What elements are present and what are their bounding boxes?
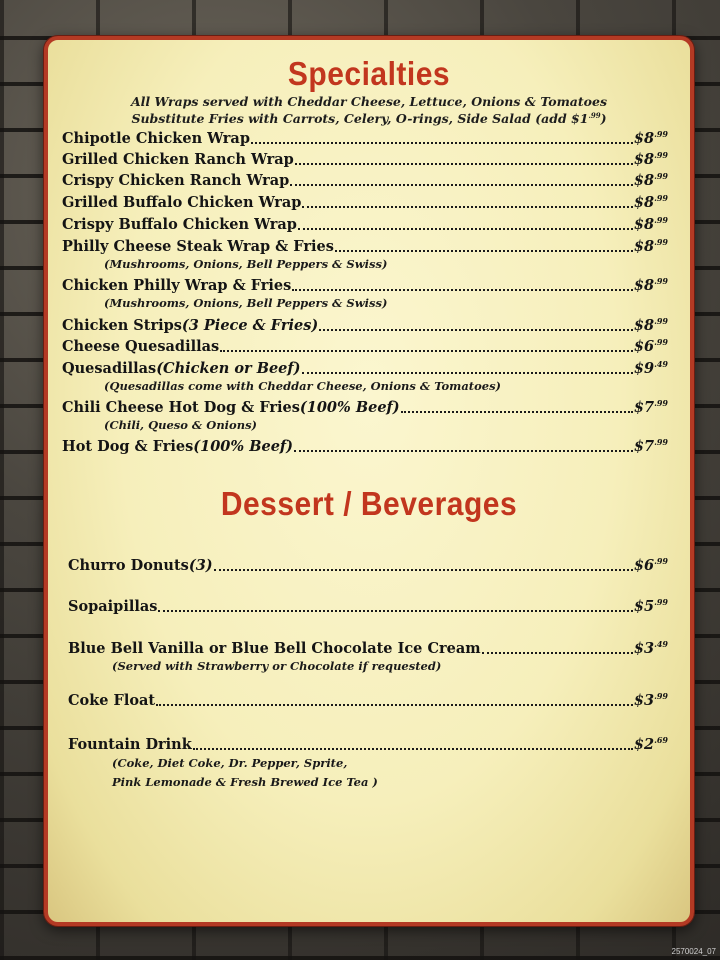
item-name: Quesadillas xyxy=(62,360,157,377)
menu-item xyxy=(62,359,668,379)
dot-leader xyxy=(158,610,632,612)
item-note: (Coke, Diet Coke, Dr. Pepper, Sprite, xyxy=(112,756,348,770)
desserts-title: Dessert / Beverages xyxy=(220,486,518,523)
menu-item xyxy=(62,150,668,170)
menu-item xyxy=(68,691,668,711)
item-name: Philly Cheese Steak Wrap & Fries xyxy=(62,238,334,255)
menu-panel xyxy=(44,36,694,926)
dot-leader xyxy=(401,411,633,413)
item-price: $\$8^{.99}$ xyxy=(633,237,668,255)
item-price: $\$8^{.99}$ xyxy=(633,276,668,294)
item-name: Churro Donuts xyxy=(68,557,189,574)
menu-item xyxy=(62,276,668,296)
item-name: Crispy Chicken Ranch Wrap xyxy=(62,172,290,189)
menu-item xyxy=(62,171,668,191)
item-price: $\$3^{.49}$ xyxy=(633,639,668,657)
dot-leader xyxy=(302,206,633,208)
menu-item xyxy=(68,735,668,755)
dot-leader xyxy=(251,142,633,144)
dot-leader xyxy=(214,569,633,571)
menu-item xyxy=(62,193,668,213)
item-price: $\$8^{.99}$ xyxy=(633,215,668,233)
dot-leader xyxy=(302,372,633,374)
menu-item xyxy=(62,237,668,257)
item-price: $\$6^{.99}$ xyxy=(633,556,668,574)
item-name: Chipotle Chicken Wrap xyxy=(62,130,250,147)
item-detail: (100% Beef) xyxy=(193,438,294,455)
menu-item xyxy=(68,556,668,576)
item-price: $\$7^{.99}$ xyxy=(633,437,668,455)
dot-leader xyxy=(294,450,633,452)
item-price: $\$6^{.99}$ xyxy=(633,337,668,355)
menu-item xyxy=(62,129,668,149)
menu-item xyxy=(62,437,668,457)
item-price: $\$8^{.99}$ xyxy=(633,171,668,189)
item-price: $\$9^{.49}$ xyxy=(633,359,668,377)
specialties-subtitle-1: All Wraps served with Cheddar Cheese, Lettuce, Onions & Tomatoes xyxy=(130,94,608,109)
item-price: $\$8^{.99}$ xyxy=(633,129,668,147)
item-note: (Mushrooms, Onions, Bell Peppers & Swiss) xyxy=(104,257,388,271)
item-name: Grilled Buffalo Chicken Wrap xyxy=(62,194,302,211)
item-name: Blue Bell Vanilla or Blue Bell Chocolate Ice Cream xyxy=(68,640,481,657)
menu-item xyxy=(68,639,668,659)
item-note: (Served with Strawberry or Chocolate if requested) xyxy=(112,659,442,673)
item-note: Pink Lemonade & Fresh Brewed Ice Tea ) xyxy=(112,775,378,789)
item-name: Coke Float xyxy=(68,692,156,709)
item-price: $\$5^{.99}$ xyxy=(633,597,668,615)
item-detail: (Chicken or Beef) xyxy=(156,360,301,377)
item-name: Chicken Strips xyxy=(62,317,182,334)
menu-item xyxy=(62,337,668,357)
item-name: Grilled Chicken Ranch Wrap xyxy=(62,151,294,168)
item-price: $\$8^{.99}$ xyxy=(633,150,668,168)
item-note: (Chili, Queso & Onions) xyxy=(104,418,257,432)
item-name: Fountain Drink xyxy=(68,736,192,753)
dot-leader xyxy=(193,748,633,750)
item-name: Cheese Quesadillas xyxy=(62,338,220,355)
item-detail: (3) xyxy=(188,557,213,574)
item-price: $\$3^{.99}$ xyxy=(633,691,668,709)
dot-leader xyxy=(298,228,633,230)
item-name: Hot Dog & Fries xyxy=(62,438,194,455)
specialties-title: Specialties xyxy=(287,56,451,93)
item-name: Crispy Buffalo Chicken Wrap xyxy=(62,216,297,233)
dot-leader xyxy=(220,350,633,352)
menu-item xyxy=(68,597,668,617)
item-price: $\$8^{.99}$ xyxy=(633,316,668,334)
item-note: (Mushrooms, Onions, Bell Peppers & Swiss) xyxy=(104,296,388,310)
dot-leader xyxy=(156,704,633,706)
menu-item xyxy=(62,316,668,336)
dot-leader xyxy=(319,329,633,331)
specialties-subtitle-2: Substitute Fries with Carrots, Celery, O-rings, Side Salad (add $\$1^{.99}$) xyxy=(131,111,607,127)
item-name: Sopaipillas xyxy=(68,598,158,615)
menu-item xyxy=(62,398,668,418)
dot-leader xyxy=(295,163,633,165)
item-name: Chicken Philly Wrap & Fries xyxy=(62,277,292,294)
print-code: 2570024_07 xyxy=(671,947,716,956)
item-note: (Quesadillas come with Cheddar Cheese, Onions & Tomatoes) xyxy=(104,379,502,393)
item-detail: (3 Piece & Fries) xyxy=(181,317,319,334)
item-price: $\$7^{.99}$ xyxy=(633,398,668,416)
item-price: $\$2^{.69}$ xyxy=(633,735,668,753)
dot-leader xyxy=(482,652,633,654)
dot-leader xyxy=(290,184,633,186)
item-detail: (100% Beef) xyxy=(299,399,400,416)
dot-leader xyxy=(292,289,633,291)
dot-leader xyxy=(335,250,633,252)
item-price: $\$8^{.99}$ xyxy=(633,193,668,211)
item-name: Chili Cheese Hot Dog & Fries xyxy=(62,399,300,416)
menu-item xyxy=(62,215,668,235)
